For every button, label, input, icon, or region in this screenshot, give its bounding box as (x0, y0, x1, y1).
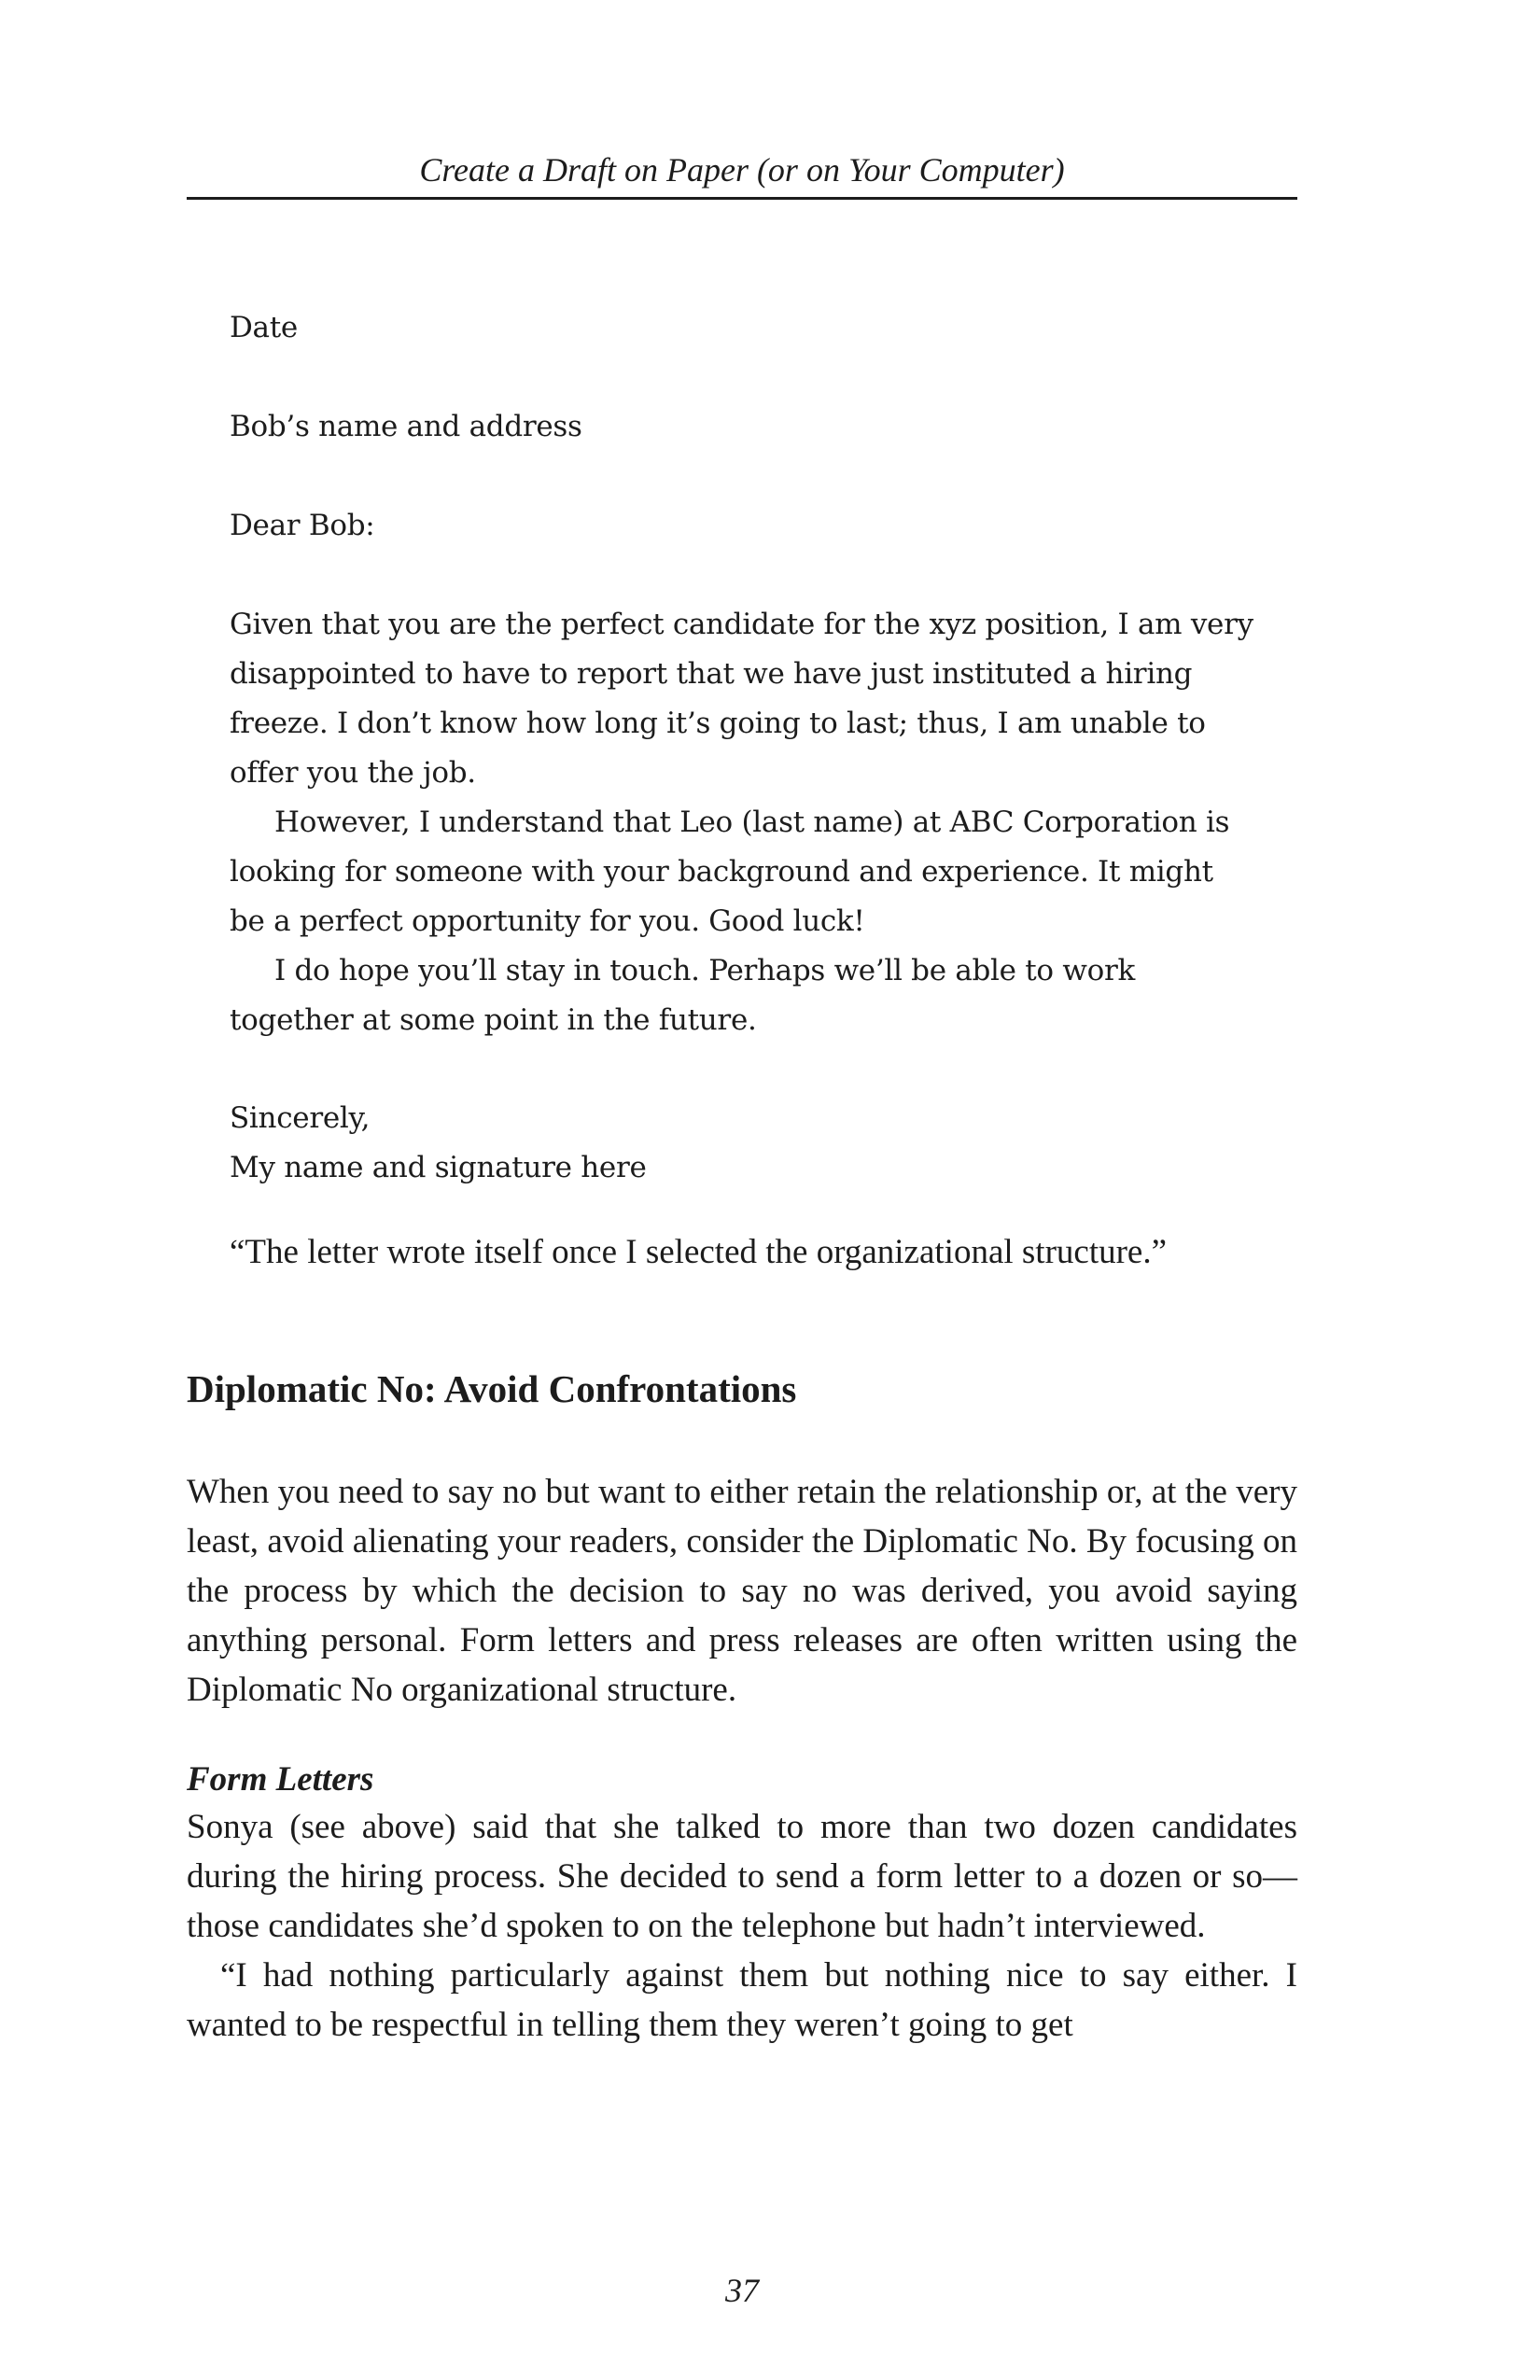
pull-quote: “The letter wrote itself once I selected the organizational structure.” (230, 1233, 1168, 1271)
letter-paragraph-2: However, I understand that Leo (last name) at ABC Corporation is looking for someone with your background and experience. It might be a perfect opportunity for you. Good luck! (230, 805, 1230, 938)
subsection-paragraph-1: Sonya (see above) said that she talked to more than two dozen candidates during the hiring process. She decided to send a form letter to a dozen or so—those candidates she’d spoken to on the telephone but hadn’t interviewed. (187, 1808, 1297, 1945)
page-number: 37 (725, 2272, 759, 2309)
section-paragraph (187, 1467, 1297, 1715)
subsection-body (187, 1802, 1297, 2050)
subsection-heading: Form Letters (187, 1760, 374, 1799)
letter-recipient: Bob’s name and address (230, 410, 582, 443)
letter-closing: Sincerely, (230, 1101, 371, 1135)
letter-signature: My name and signature here (230, 1151, 647, 1184)
sample-letter (230, 303, 1256, 1193)
header-rule (187, 197, 1297, 200)
subsection-paragraph-2: “I had nothing particularly against them but nothing nice to say either. I wanted to be respectful in telling them they weren’t going to get (187, 1956, 1297, 2044)
letter-paragraph-1: Given that you are the perfect candidate for the xyz position, I am very disappointed to have to report that we have just instituted a hiring freeze. I don’t know how long it’s going to last; thus, I am unable to offer you the job. (230, 608, 1253, 790)
letter-paragraph-3: I do hope you’ll stay in touch. Perhaps we’ll be able to work together at some point in the future. (230, 954, 1135, 1037)
letter-salutation: Dear Bob: (230, 509, 375, 542)
running-head: Create a Draft on Paper (or on Your Computer) (419, 151, 1065, 189)
section-heading: Diplomatic No: Avoid Confrontations (187, 1367, 797, 1410)
letter-date: Date (230, 311, 298, 344)
section-paragraph-text: When you need to say no but want to either retain the relationship or, at the very least, avoid alienating your readers, consider the Diplomatic No. By focusing on the process by which the decision to say no was derived, you avoid saying anything personal. Form letters and press releases are often written using the Diplomatic No organizational structure. (187, 1473, 1297, 1709)
